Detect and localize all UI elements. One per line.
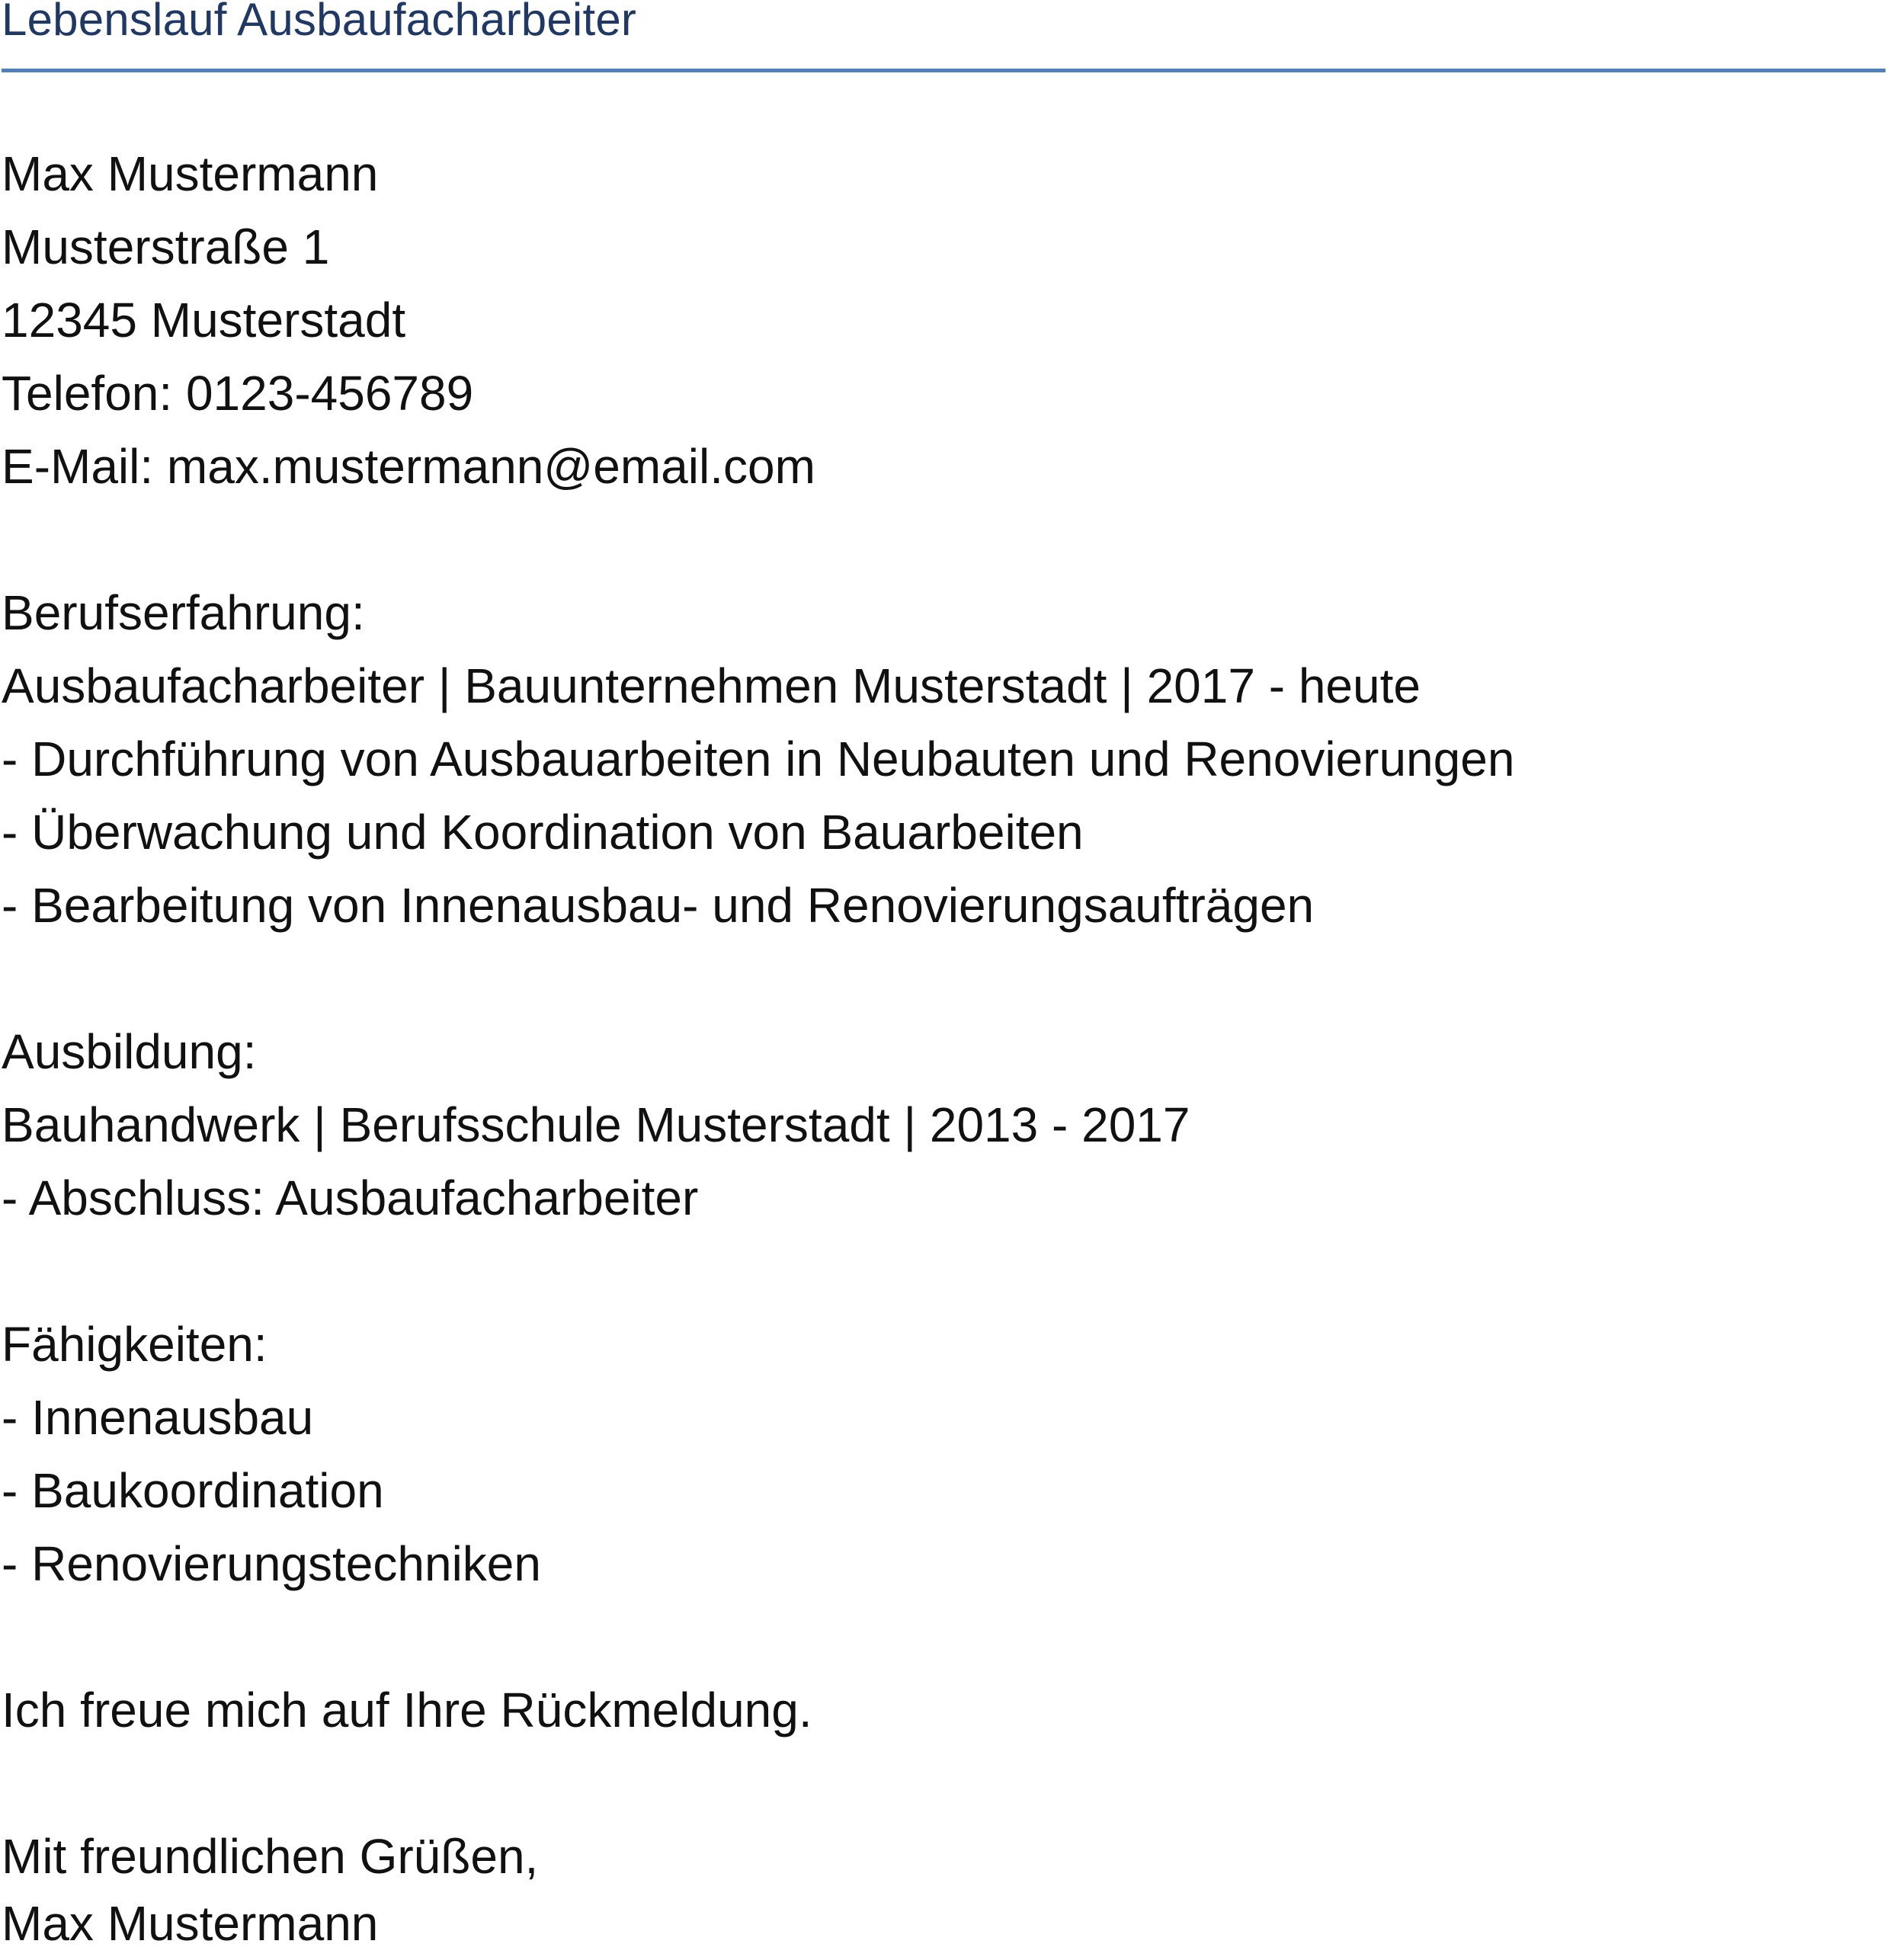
contact-phone: Telefon: 0123-456789: [2, 366, 474, 421]
document-title: Lebenslauf Ausbaufacharbeiter: [2, 0, 637, 45]
education-program: Bauhandwerk | Berufsschule Musterstadt | 2013 - 2017: [2, 1097, 1190, 1152]
skill-item: - Baukoordination: [2, 1463, 384, 1518]
closing-sentence: Ich freue mich auf Ihre Rückmeldung.: [2, 1683, 812, 1737]
experience-position: Ausbaufacharbeiter | Bauunternehmen Musterstadt | 2017 - heute: [2, 658, 1421, 713]
contact-email: E-Mail: max.mustermann@email.com: [2, 439, 815, 494]
closing-salutation: Mit freundlichen Grüßen,: [2, 1829, 539, 1884]
title-underline: [2, 69, 1885, 72]
skill-item: - Renovierungstechniken: [2, 1536, 541, 1591]
skill-item: - Innenausbau: [2, 1390, 314, 1445]
contact-name: Max Mustermann: [2, 146, 379, 201]
experience-bullet: - Bearbeitung von Innenausbau- und Renovierungsaufträgen: [2, 878, 1315, 933]
education-bullet: - Abschluss: Ausbaufacharbeiter: [2, 1171, 699, 1225]
signature-name: Max Mustermann: [2, 1896, 379, 1951]
experience-bullet: - Überwachung und Koordination von Bauarbeiten: [2, 805, 1084, 860]
skills-heading: Fähigkeiten:: [2, 1317, 268, 1372]
experience-bullet: - Durchführung von Ausbauarbeiten in Neubauten und Renovierungen: [2, 732, 1515, 786]
contact-street: Musterstraße 1: [2, 219, 330, 274]
experience-heading: Berufserfahrung:: [2, 585, 365, 640]
contact-city: 12345 Musterstadt: [2, 293, 406, 347]
education-heading: Ausbildung:: [2, 1024, 257, 1079]
